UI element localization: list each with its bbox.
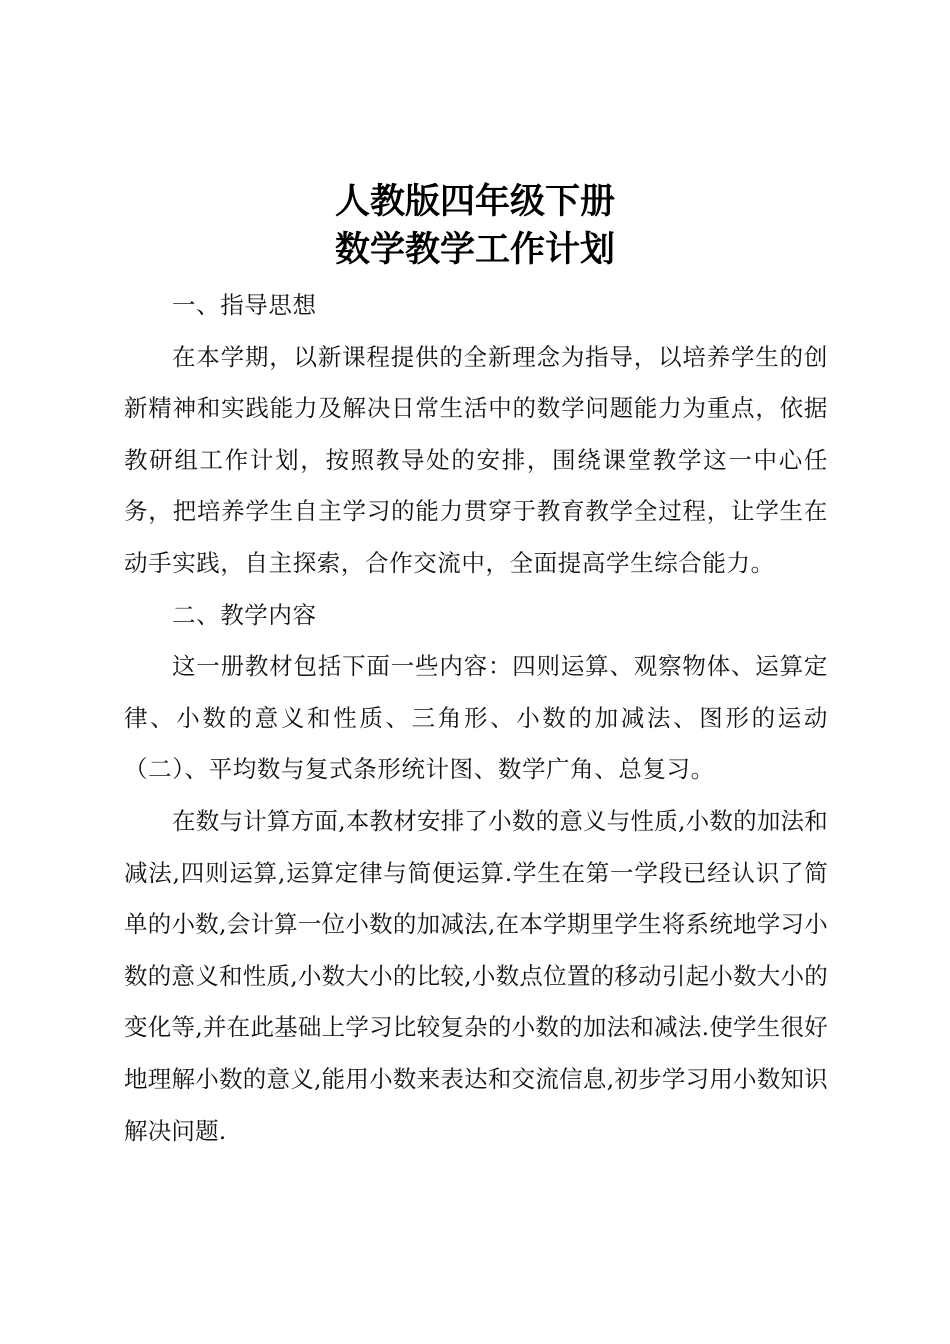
paragraph-textbook-contents: 这一册教材包括下面一些内容：四则运算、观察物体、运算定律、小数的意义和性质、三角形、小数的加减法、图形的运动（二）、平均数与复式条形统计图、数学广角、总复习。 (124, 652, 828, 784)
section-heading-guiding-ideology: 一、指导思想 (172, 291, 317, 319)
paragraph-number-calculation: 在数与计算方面,本教材安排了小数的意义与性质,小数的加法和减法,四则运算,运算定律与简便运算.学生在第一学段已经认识了简单的小数,会计算一位小数的加减法,在本学期里学生将系统地学习小数的意义和性质,小数大小的比较,小数点位置的移动引起小数大小的变化等,并在此基础上学习比较复杂的小数的加法和减法.使学生很好地理解小数的意义,能用小数来表达和交流信息,初步学习用小数知识解决问题. (124, 806, 828, 1145)
title-line-2: 数学教学工作计划 (334, 230, 615, 270)
paragraph-guiding-ideology: 在本学期，以新课程提供的全新理念为指导，以培养学生的创新精神和实践能力及解决日常生活中的数学问题能力为重点，依据教研组工作计划，按照教导处的安排，围绕课堂教学这一中心任务，把培养学生自主学习的能力贯穿于教育教学全过程，让学生在动手实践，自主探索，合作交流中，全面提高学生综合能力。 (124, 342, 828, 577)
title-line-1: 人教版四年级下册 (334, 182, 615, 222)
document-body (124, 280, 828, 1157)
section-heading-teaching-content: 二、教学内容 (172, 600, 317, 629)
document-title (0, 178, 950, 274)
